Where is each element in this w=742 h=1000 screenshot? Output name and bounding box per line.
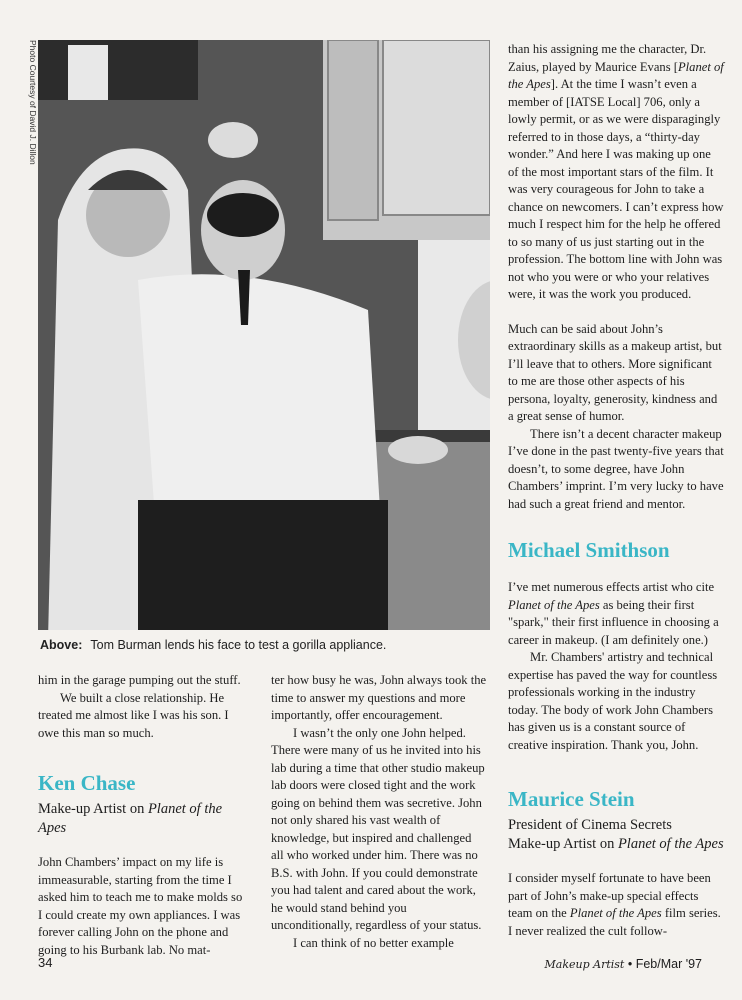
- photo-illustration: [38, 40, 490, 630]
- photo-credit: Photo Courtesy of David J. Dillon: [28, 40, 38, 165]
- middle-column-bottom: [271, 672, 487, 952]
- right-paragraph-2: Much can be said about John’s extraordinary skills as a makeup artist, but I’ll leave that to others. More significant to me are those other aspects of his persona, loyalty, generosity, kindness and a great sense of humor.: [508, 321, 722, 423]
- page-number: 34: [38, 955, 53, 970]
- smithson-paragraph-2: Mr. Chambers' artistry and technical expertise has paved the way for countless professionals working in the industry today. The body of work John Chambers has given us is a constant source of creative inspiration. Thank you, John.: [508, 650, 718, 752]
- caption-label: Above:: [40, 638, 83, 652]
- photo: [38, 40, 490, 630]
- smithson-paragraph-1: I’ve met numerous effects artist who cite Planet of the Apes as being their first "spark," their first influence in choosing a career in makeup. (I am definitely one.): [508, 580, 719, 647]
- chase-heading: Ken Chase: [38, 771, 136, 795]
- right-paragraph-1: than his assigning me the character, Dr. Zaius, played by Maurice Evans [Planet of the Apes]. At the time I wasn’t even a member of [IATSE Local] 706, only a lowly permit, or as we were disparagingly referred to in those days, a “thirty-day wonder.” And here I was making up one of the most important stars of the film. It was very courageous for John to take a chance on newcomers. I can’t express how much I respect him for the help he offered to so many of us just starting out in the profession. The bottom line with John was not who you were or who your relatives were, it was the work you produced.: [508, 42, 724, 301]
- stein-heading: Maurice Stein: [508, 787, 635, 811]
- caption-text: Tom Burman lends his face to test a gorilla appliance.: [90, 638, 387, 652]
- stein-paragraph-1: I consider myself fortunate to have been part of John’s make-up special effects team on the Planet of the Apes film series. I never realized the cult follow-: [508, 871, 721, 938]
- left-column-bottom: [38, 672, 248, 959]
- right-column-top: [508, 41, 724, 513]
- middle-paragraph-2: I wasn’t the only one John helped. There were many of us he invited into his lab during a time that other studio makeup lab doors were closed tight and the work going on behind them was secretive. John not only shared his vast wealth of knowledge, but inspired and challenged all who worked under him. There was no B.S. with John. If you could demonstrate you had talent and cared about the work, he would stand behind you unconditionally, regardless of your status.: [271, 725, 485, 932]
- smithson-heading: Michael Smithson: [508, 538, 670, 562]
- smithson-section: [508, 537, 724, 754]
- middle-paragraph-1: ter how busy he was, John always took the time to answer my questions and more importantly, offer encouragement.: [271, 673, 487, 722]
- chase-subtitle: Make-up Artist on Planet of the Apes: [38, 801, 223, 836]
- chase-paragraph-1: John Chambers’ impact on my life is immeasurable, starting from the time I asked him to teach me to make molds so I could create my own appliances. I was forever calling John on the phone and going to his Burbank lab. No mat-: [38, 855, 243, 957]
- left-paragraph-1: him in the garage pumping out the stuff.: [38, 673, 241, 687]
- right-paragraph-3: There isn’t a decent character makeup I’ve done in the past twenty-five years that doesn’t, to some degree, have John Chambers’ imprint. I’m very lucky to have had such a great friend and mentor.: [508, 426, 724, 511]
- issue-footer: [545, 957, 702, 971]
- stein-subtitle: President of Cinema Secrets Make-up Artist on Planet of the Apes: [508, 817, 724, 852]
- stein-section: [508, 786, 724, 940]
- magazine-logo: Makeup Artist: [544, 958, 625, 971]
- photo-caption: [40, 638, 490, 652]
- middle-paragraph-3: I can think of no better example: [293, 935, 454, 950]
- issue-date: • Feb/Mar '97: [627, 957, 702, 971]
- left-paragraph-2: We built a close relationship. He treated me almost like I was his son. I owe this man so much.: [38, 690, 229, 740]
